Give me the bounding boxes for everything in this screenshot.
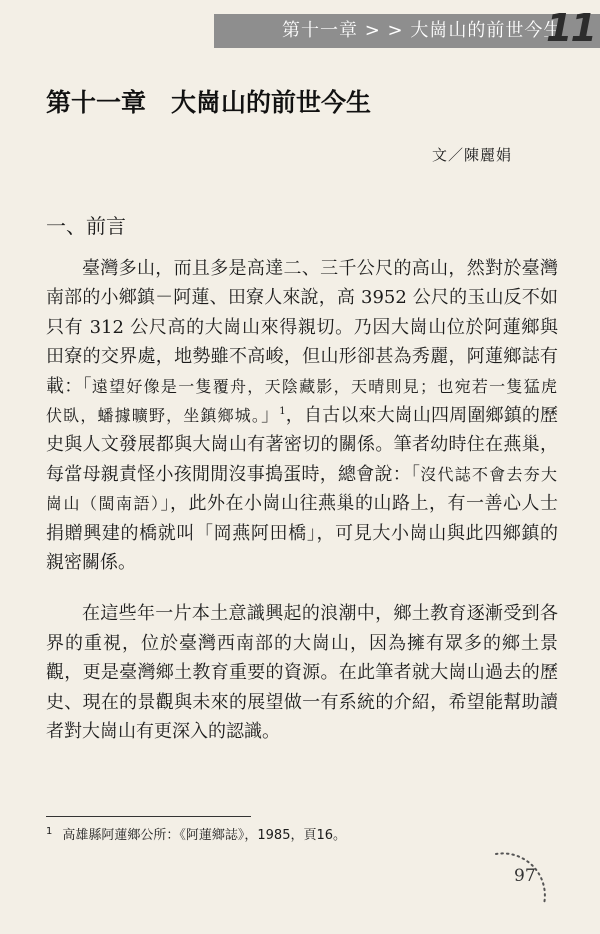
paragraph-1-text-a: 臺灣多山，而且多是高達二、三千公尺的高山，然對於臺灣南部的小鄉鎮－阿蓮、田寮人來說，高 3952 公尺的玉山反不如只有 312 公尺高的大崗山來得親切。乃因大崗山位於阿蓮鄉與田寮的交界處，地勢雖不高峻，但山形卻甚為秀麗，阿蓮鄉誌有載：「: [46, 258, 558, 397]
paragraph-2: 在這些年一片本土意識興起的浪潮中，鄉土教育逐漸受到各界的重視，位於臺灣西南部的大崗山，因為擁有眾多的鄉土景觀，更是臺灣鄉土教育重要的資源。在此筆者就大崗山過去的歷史、現在的景觀與未來的展望做一有系統的介紹，希望能幫助讀者對大崗山有更深入的認識。: [46, 603, 558, 743]
section-heading: 一、前言: [46, 214, 126, 238]
page-number: 97: [514, 866, 536, 886]
paragraph-1-text-d: 」，此外在小崗山往燕巢的山路上，有一善心人士捐贈興建的橋就叫「岡燕阿田橋」，可見大小崗山與此四鄉鎮的親密關係。: [46, 493, 558, 574]
footnote: [46, 824, 346, 843]
body-text: [46, 254, 558, 747]
page-number-dotted-arc-icon: [478, 846, 558, 926]
paragraph-1-quote-1: 遠望好像是一隻覆舟，天陰藏影，天晴則見；也宛若一隻猛虎伏臥，蟠據曠野，坐鎮鄉城。: [46, 376, 558, 426]
footnote-text: 高雄縣阿蓮鄉公所：《阿蓮鄉誌》，1985，頁16。: [62, 828, 347, 843]
paragraph-1-text-c: ，自古以來大崗山四周圍鄉鎮的歷史與人文發展都與大崗山有著密切的關係。筆者幼時住在燕巢，每當母親責怪小孩閒閒沒事搗蛋時，總會說：「: [46, 405, 559, 485]
running-header-title: 第十一章 > > 大崗山的前世今生: [282, 20, 563, 41]
footnote-reference: 1: [279, 406, 286, 418]
paragraph-1-quote-2: 沒代誌不會去夯大崗山（閩南語）: [46, 464, 558, 514]
paragraph-1-text-b: 」: [261, 405, 280, 427]
footnote-divider: [46, 816, 251, 817]
paragraph-1: [46, 254, 558, 577]
chapter-number-badge: 11: [546, 6, 595, 50]
chapter-title: 第十一章 大崗山的前世今生: [46, 88, 372, 117]
footnote-mark: 1: [46, 825, 53, 837]
author-byline: 文／陳麗娟: [432, 146, 513, 164]
